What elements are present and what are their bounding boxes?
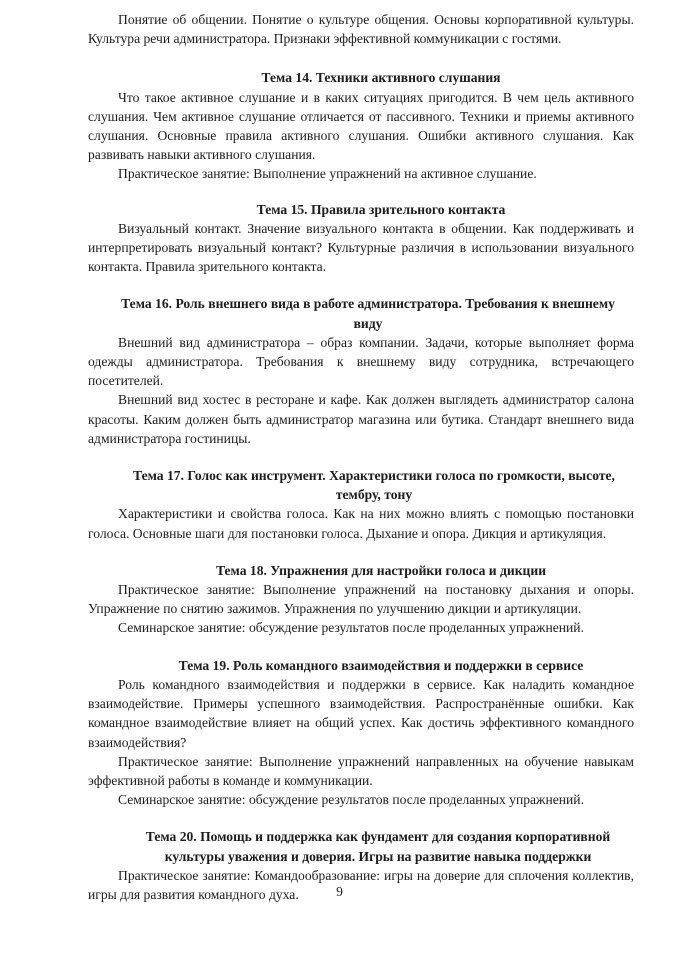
section-14-paragraph-1: Что такое активное слушание и в каких ситуациях пригодится. В чем цель активного слушания. Чем активное слушание отличается от пассивного. Техники и приемы активного слушания. Основные правила активного слушания. Ошибки активного слушания. Как развивать навыки активного слушания. [88,89,634,163]
section-16-paragraph-1: Внешний вид администратора – образ компании. Задачи, которые выполняет форма одежды администратора. Требования к внешнему виду сотрудника, встречающего посетителей. [88,334,634,389]
section-14-title: Тема 14. Техники активного слушания [261,70,501,86]
section-19-paragraph-3: Семинарское занятие: обсуждение результатов после проделанных упражнений. [118,792,584,808]
section-19-paragraph-2: Практическое занятие: Выполнение упражнений направленных на обучение навыкам эффективной работы в команде и коммуникации. [88,753,634,788]
section-16-title: Тема 16. Роль внешнего вида в работе администратора. Требования к внешнему виду [121,296,615,331]
section-15-paragraph-1: Визуальный контакт. Значение визуального контакта в общении. Как поддерживать и интерпретировать визуальный контакт? Культурные различия в использовании визуального контакта. Правила зрительного контакта. [88,220,634,275]
section-17-paragraph-1: Характеристики и свойства голоса. Как на них можно влиять с помощью постановки голоса. Основные шаги для постановки голоса. Дыхание и опора. Дикция и артикуляция. [88,506,634,541]
intro-paragraph: Понятие об общении. Понятие о культуре общения. Основы корпоративной культуры. Культура речи администратора. Признаки эффективной коммуникации с гостями. [88,12,634,47]
section-18-title: Тема 18. Упражнения для настройки голоса и дикции [215,562,547,578]
section-18-paragraph-2: Семинарское занятие: обсуждение результатов после проделанных упражнений. [118,620,584,636]
section-18-paragraph-1: Практическое занятие: Выполнение упражнений на постановку дыхания и опоры. Упражнение по снятию зажимов. Упражнения по улучшению дикции и артикуляции. [88,582,634,617]
document-page [88,8,634,904]
section-19-title: Тема 19. Роль командного взаимодействия и поддержки в сервисе [178,657,584,673]
section-15-title: Тема 15. Правила зрительного контакта [256,201,506,217]
section-17-title: Тема 17. Голос как инструмент. Характеристики голоса по громкости, высоте, тембру, тону [133,468,615,503]
section-20-paragraph-1: Практическое занятие: Командообразование: игры на доверие для сплочения коллектив, игры для развития командного духа. [88,867,634,902]
section-16-paragraph-2: Внешний вид хостес в ресторане и кафе. Как должен выглядеть администратор салона красоты. Каким должен быть администратор магазина или бутика. Стандарт внешнего вида администратора гостиницы. [88,392,634,446]
section-14-paragraph-2: Практическое занятие: Выполнение упражнений на активное слушание. [118,166,537,182]
section-19-paragraph-1: Роль командного взаимодействия и поддержки в сервисе. Как наладить командное взаимодействие. Примеры успешного взаимодействия. Распространённые ошибки. Как командное взаимодействие влияет на общий успех. Как достичь эффективного командного взаимодействия? [88,676,634,750]
section-20-title: Тема 20. Помощь и поддержка как фундамент для создания корпоративной культуры уважения и доверия. Игры на развитие навыка поддержки [145,829,611,864]
page-number: 9 [336,884,343,899]
